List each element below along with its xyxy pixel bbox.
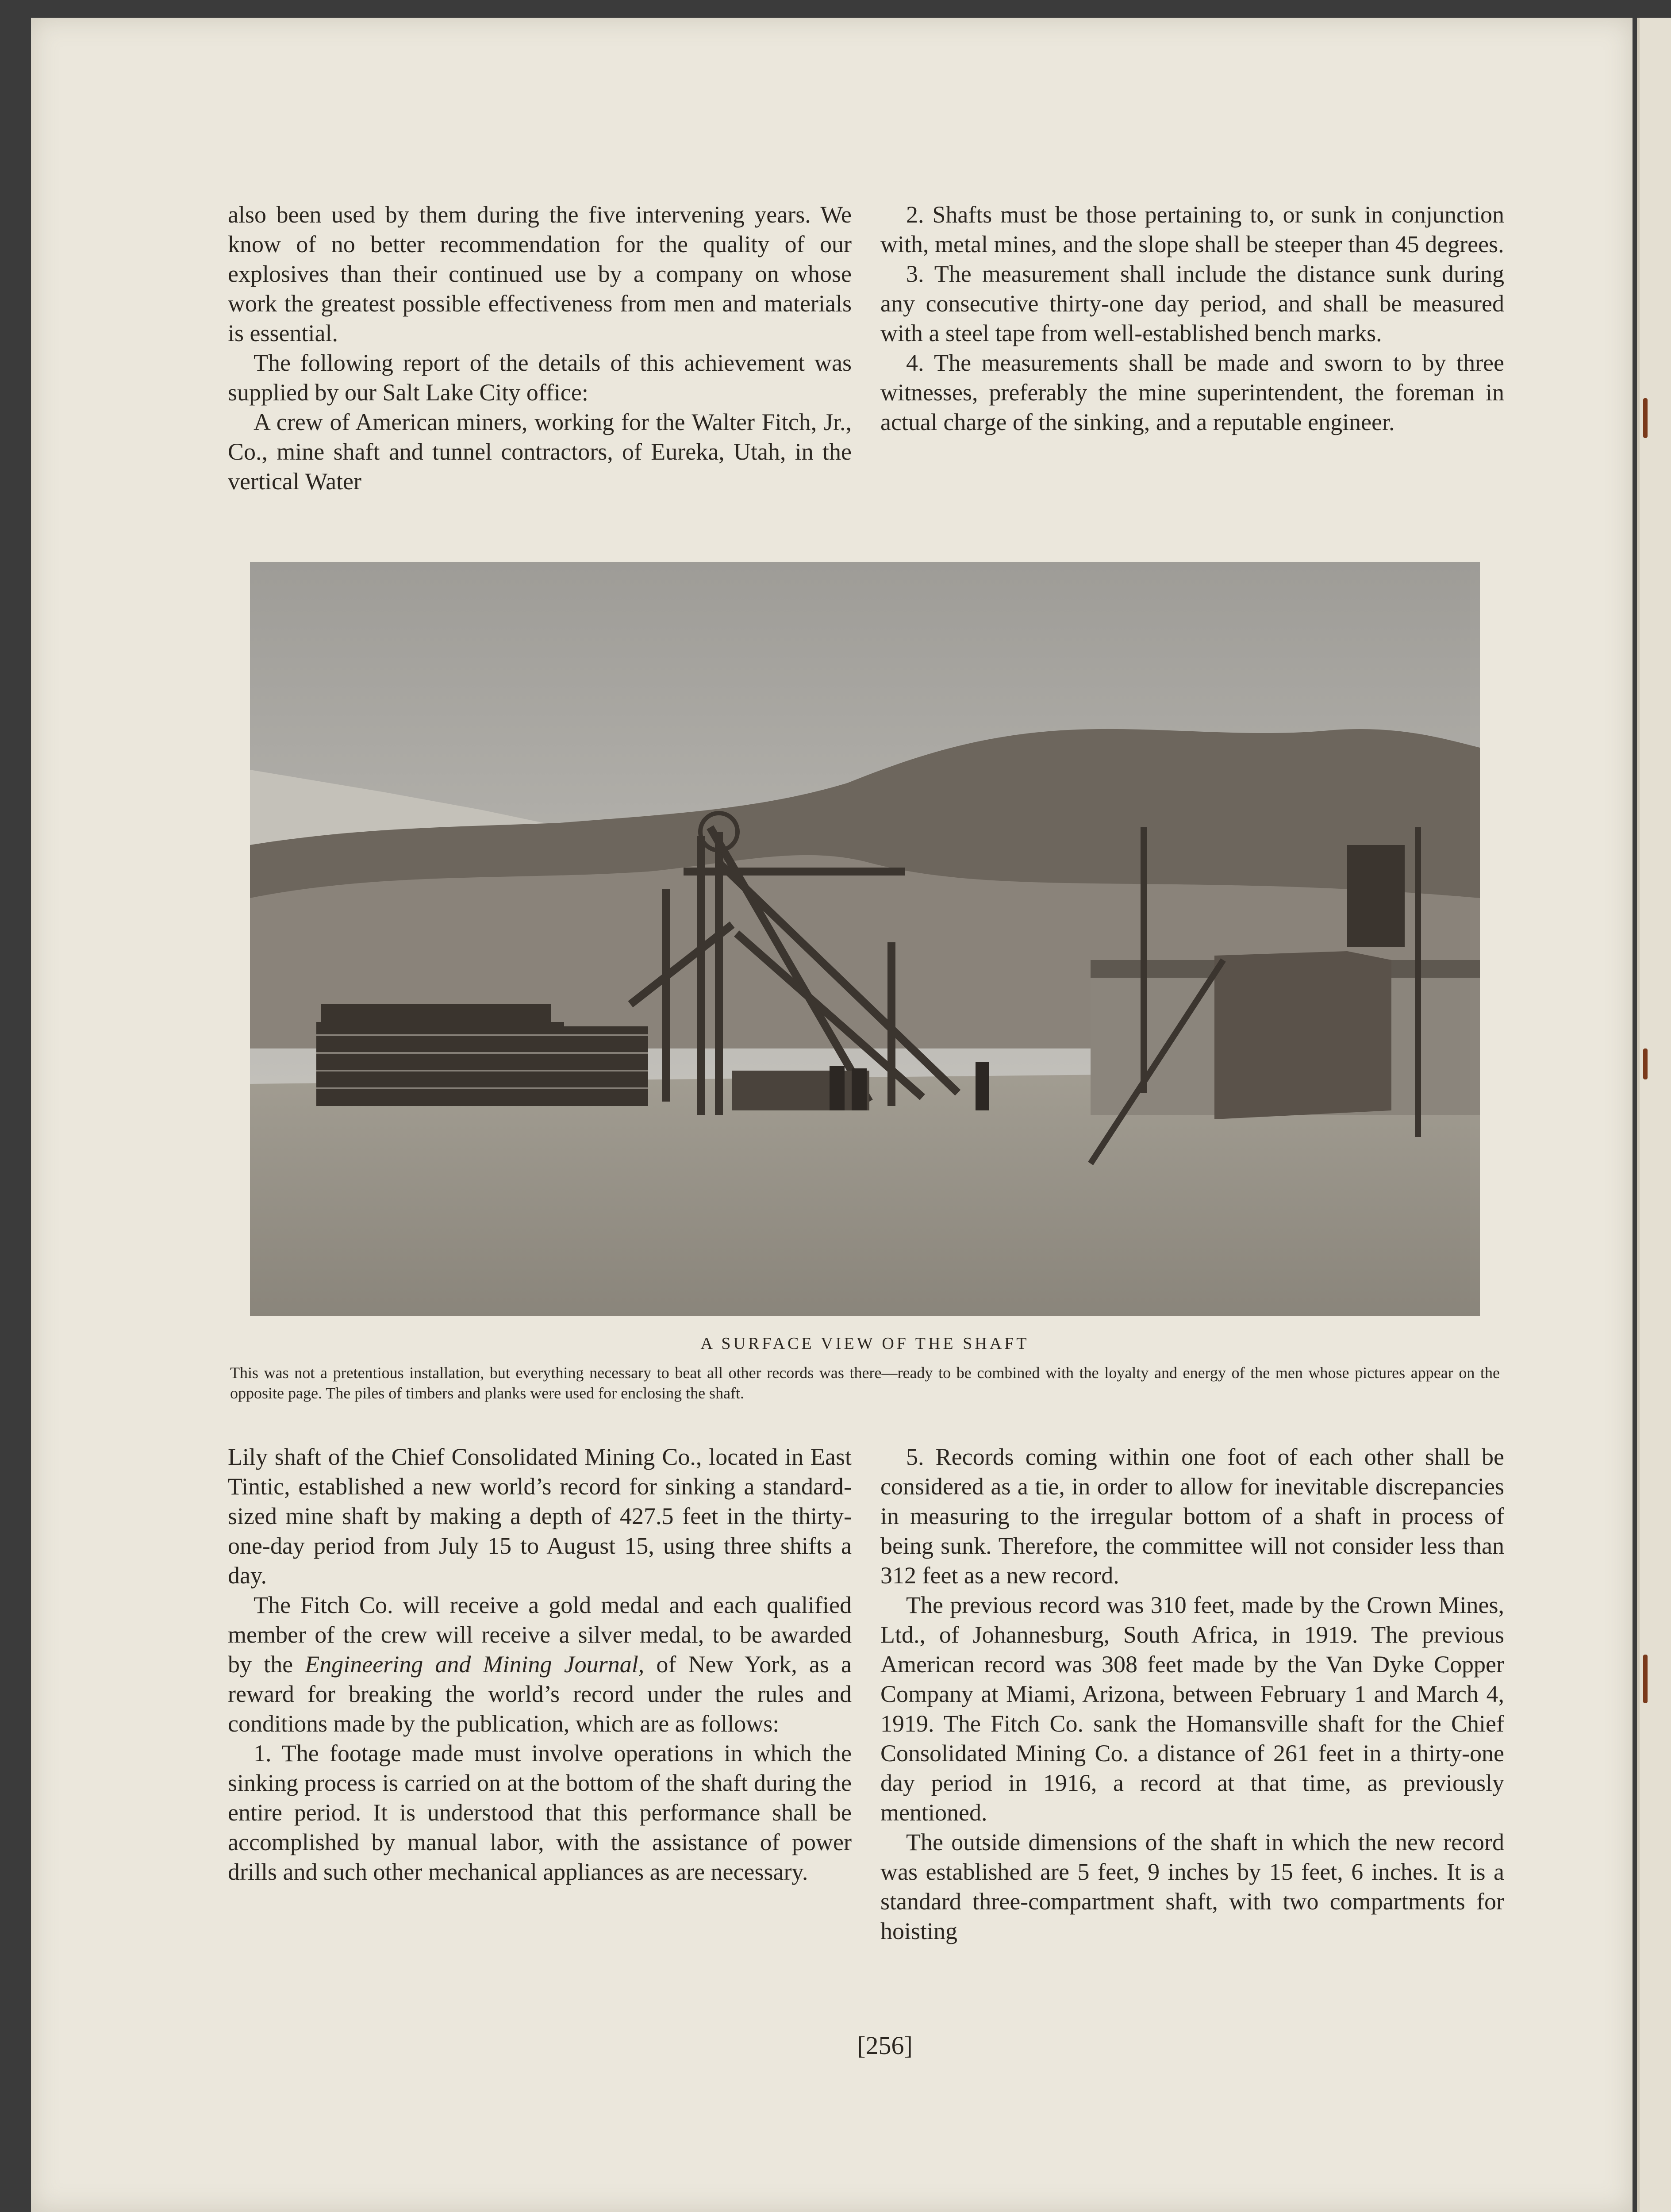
stain-mark	[1643, 1655, 1648, 1703]
journal-title: Engineering and Mining Journal	[305, 1651, 638, 1678]
caption-title: A SURFACE VIEW OF THE SHAFT	[700, 1334, 1029, 1353]
text-run: The Fitch Co. will receive a gold medal and each qualified member of the crew will receive a silver medal, to be awarded by the	[228, 1592, 852, 1678]
shaft-photograph	[250, 562, 1480, 1316]
stain-mark	[1643, 398, 1648, 438]
paragraph: The outside dimensions of the shaft in which the new record was established are 5 feet, 9 inches by 15 feet, 6 inches. It is a standard three-compartment shaft, with two compartments for hoisting	[880, 1829, 1504, 1944]
paragraph: 2. Shafts must be those pertaining to, or sunk in conjunction with, metal mines, and the slope shall be steeper than 45 degrees.	[880, 201, 1504, 257]
paragraph: The following report of the details of this achievement was supplied by our Salt Lake City office:	[228, 349, 852, 406]
paragraph: also been used by them during the five intervening years. We know of no better recommendation for the quality of our explosives than their continued use by a company on whose work the greatest possible effectiveness from men and materials is essential.	[228, 201, 852, 346]
paragraph: 4. The measurements shall be made and sworn to by three witnesses, preferably the mine superintendent, the foreman in actual charge of the sinking, and a reputable engineer.	[880, 349, 1504, 435]
bottom-left-column	[228, 1442, 852, 1887]
top-right-column	[880, 200, 1504, 437]
paragraph: 1. The footage made must involve operations in which the sinking process is carried on at the bottom of the shaft during the entire period. It is understood that this performance shall be accomplished by manual labor, with the assistance of power drills and such other mechanical appliances as are necessary.	[228, 1740, 852, 1885]
paragraph: 3. The measurement shall include the distance sunk during any consecutive thirty-one day period, and shall be measured with a steel tape from well-established bench marks.	[880, 261, 1504, 346]
page-number: [256]	[857, 2031, 913, 2060]
photo-illustration	[250, 562, 1480, 1316]
text-run: , of New York, as a reward for breaking the world’s record under the rules and conditions made by the publication, which are as follows:	[228, 1651, 852, 1737]
caption-body: This was not a pretentious installation, but everything necessary to beat all other records was there—ready to be combined with the loyalty and energy of the men whose pictures appear on the opposite page. The piles of timbers and planks were used for enclosing the shaft.	[230, 1364, 1500, 1402]
top-left-column	[228, 200, 852, 496]
paragraph: 5. Records coming within one foot of each other shall be considered as a tie, in order to allow for inevitable discrepancies in measuring to the irregular bottom of a shaft in process of being sunk. Therefore, the committee will not consider less than 312 feet as a new record.	[880, 1444, 1504, 1589]
paragraph	[228, 1590, 852, 1739]
paragraph: A crew of American miners, working for the Walter Fitch, Jr., Co., mine shaft and tunnel contractors, of Eureka, Utah, in the vertical Water	[228, 409, 852, 495]
paragraph: Lily shaft of the Chief Consolidated Mining Co., located in East Tintic, established a new world’s record for sinking a standard-sized mine shaft by making a depth of 427.5 feet in the thirty-one-day period from July 15 to August 15, using three shifts a day.	[228, 1444, 852, 1589]
facing-page-edge	[1637, 18, 1671, 2212]
stain-mark	[1643, 1048, 1648, 1079]
bottom-right-column	[880, 1442, 1504, 1946]
paragraph: The previous record was 310 feet, made by the Crown Mines, Ltd., of Johannesburg, South Africa, in 1919. The previous American record was 308 feet made by the Van Dyke Copper Company at Miami, Arizona, between February 1 and March 4, 1919. The Fitch Co. sank the Homansville shaft for the Chief Consolidated Mining Co. a distance of 261 feet in a thirty-one day period in 1916, a record at that time, as previously mentioned.	[880, 1592, 1504, 1826]
